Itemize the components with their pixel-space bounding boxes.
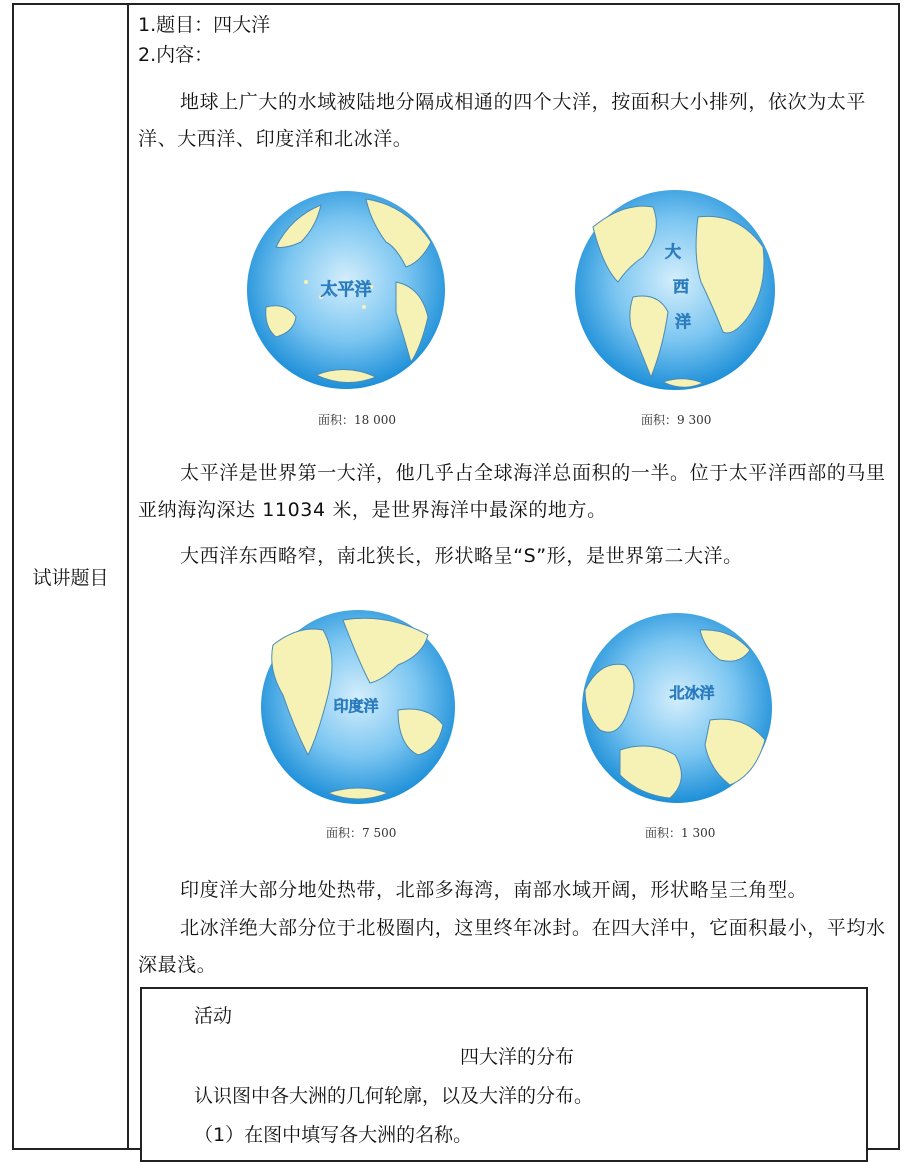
column-divider [127,5,129,1148]
atlantic-label-2: 西 [672,277,690,296]
pacific-paragraph: 太平洋是世界第一大洋，他几乎占全球海洋总面积的一半。位于太平洋西部的马里亚纳海沟深达 11034 米，是世界海洋中最深的地方。 [138,462,886,521]
pacific-globe-label: 太平洋 [320,280,372,300]
topic-label: 试讲题目 [32,567,109,589]
content-line: 2.内容： [138,44,214,66]
indian-globe-image [258,605,458,810]
arctic-paragraph: 北冰洋绝大部分位于北极圈内，这里终年冰封。在四大洋中，它面积最小，平均水深最浅。 [138,917,886,976]
lecture-table [12,3,900,1150]
pacific-caption: 面积：18 000 [318,413,396,427]
arctic-globe-label: 北冰洋 [669,684,715,702]
activity-box [140,987,868,1162]
arctic-globe-image [580,610,775,810]
atlantic-label-1: 大 [664,242,682,261]
topic-label-cell [14,5,127,1148]
content-cell [138,5,893,1148]
pacific-globe-image [246,187,446,397]
activity-instruction: 认识图中各大洲的几何轮廓，以及大洋的分布。 [194,1085,594,1107]
title-line: 1.题目：四大洋 [138,14,271,36]
atlantic-caption: 面积：9 300 [641,413,712,427]
intro-paragraph: 地球上广大的水域被陆地分隔成相通的四个大洋，按面积大小排列，依次为太平洋、大西洋、印度洋和北冰洋。 [138,91,867,150]
indian-caption: 面积：7 500 [326,826,397,840]
atlantic-label-3: 洋 [674,312,692,331]
activity-item-1: （1）在图中填写各大洲的名称。 [194,1124,473,1146]
indian-globe-label: 印度洋 [333,697,379,715]
arctic-caption: 面积：1 300 [645,826,716,840]
indian-paragraph: 印度洋大部分地处热带，北部多海湾，南部水域开阔，形状略呈三角型。 [180,879,808,901]
atlantic-globe-image [573,187,778,397]
atlantic-paragraph: 大西洋东西略窄，南北狭长，形状略呈“S”形，是世界第二大洋。 [180,545,743,567]
activity-tag: 活动 [194,1005,233,1027]
activity-title: 四大洋的分布 [460,1046,575,1068]
